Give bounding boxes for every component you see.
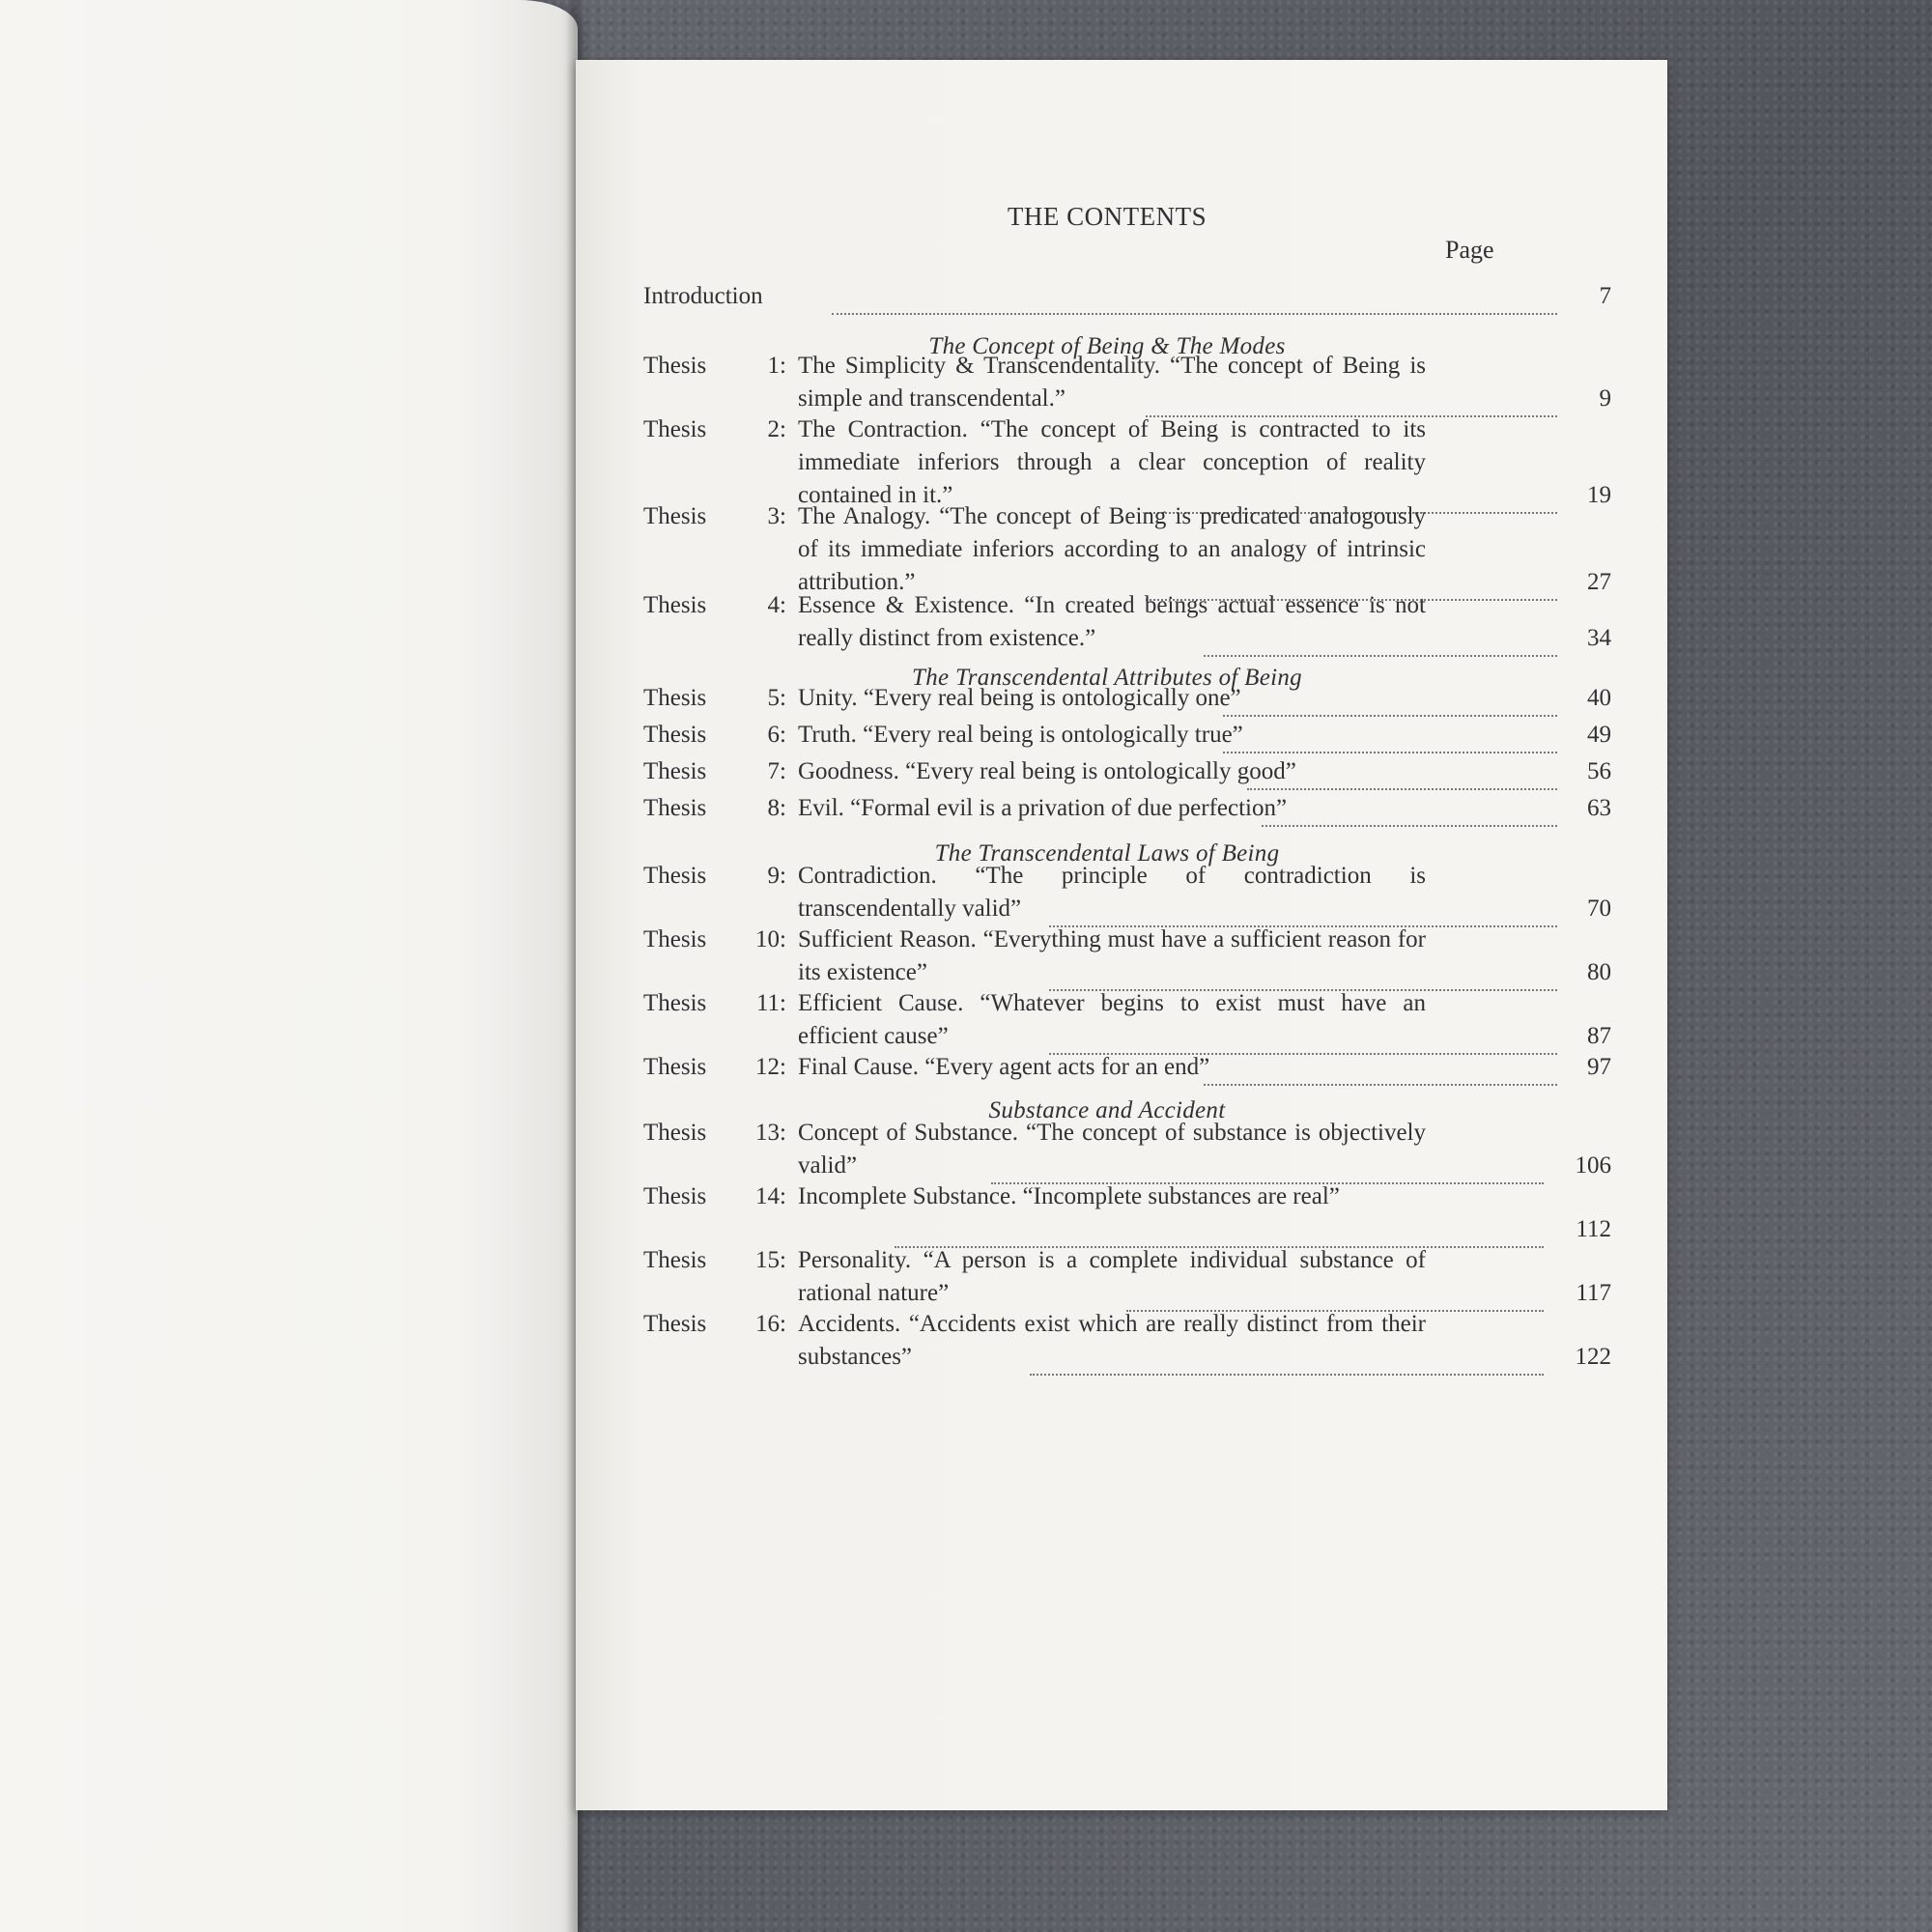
entry-label: Thesis <box>643 685 707 711</box>
entry-text: The Analogy. “The concept of Being is predicated analogously of its immediate inferiors according to an analogy of intrinsic attribution.” <box>798 503 1426 595</box>
entry-label: Thesis <box>643 353 707 379</box>
entry-number: 14: <box>755 1183 786 1209</box>
entry-page-number: 63 <box>1587 795 1611 821</box>
dot-leader <box>1262 792 1557 827</box>
entry-label: Thesis <box>643 795 707 821</box>
toc-entry-thesis-5 <box>643 682 1611 719</box>
entry-page-number: 70 <box>1587 895 1611 922</box>
entry-label: Thesis <box>643 758 707 784</box>
left-blank-page <box>0 0 578 1932</box>
entry-number: 11: <box>755 990 786 1016</box>
entry-page-number: 80 <box>1587 959 1611 985</box>
entry-number: 5: <box>767 685 786 711</box>
entry-number: 2: <box>767 416 786 442</box>
section-heading: The Transcendental Attributes of Being <box>912 665 1302 691</box>
entry-number: 10: <box>755 926 786 952</box>
entry-label: Thesis <box>643 416 707 442</box>
entry-text: Sufficient Reason. “Everything must have a sufficient reason for its existence” <box>798 926 1426 985</box>
entry-page-number: 34 <box>1587 625 1611 651</box>
entry-label: Thesis <box>643 863 707 889</box>
entry-label: Thesis <box>643 926 707 952</box>
dot-leader <box>1204 1051 1557 1086</box>
entry-page-number: 7 <box>1599 283 1611 309</box>
entry-text: Essence & Existence. “In created beings actual essence is not really distinct from existence.” <box>798 592 1426 651</box>
dot-leader <box>1204 622 1557 657</box>
entry-number: 16: <box>755 1311 786 1337</box>
entry-text: Goodness. “Every real being is ontologically good” <box>798 758 1296 784</box>
entry-text: Evil. “Formal evil is a privation of due perfection” <box>798 795 1288 821</box>
entry-number: 15: <box>755 1247 786 1273</box>
entry-page-number: 27 <box>1587 569 1611 595</box>
entry-page-number: 87 <box>1587 1023 1611 1049</box>
entry-page-number: 56 <box>1587 758 1611 784</box>
entry-number: 13: <box>755 1120 786 1146</box>
entry-page-number: 117 <box>1576 1280 1611 1306</box>
entry-label: Introduction <box>643 283 763 309</box>
page-column-heading: Page <box>1445 236 1494 264</box>
contents-title: THE CONTENTS <box>1007 202 1208 231</box>
entry-page-number: 9 <box>1599 385 1611 412</box>
dot-leader <box>832 280 1557 315</box>
dot-leader <box>1030 1341 1544 1376</box>
dot-leader <box>991 1150 1544 1184</box>
dot-leader <box>1049 956 1557 991</box>
entry-page-number: 49 <box>1587 722 1611 748</box>
dot-leader <box>1223 682 1557 717</box>
dot-leader <box>1223 719 1557 753</box>
dot-leader <box>1146 383 1557 417</box>
entry-number: 8: <box>767 795 786 821</box>
entry-page-number: 40 <box>1587 685 1611 711</box>
toc-entry-thesis-8 <box>643 792 1611 829</box>
section-heading: Substance and Accident <box>988 1097 1226 1123</box>
entry-page-number: 106 <box>1575 1152 1611 1179</box>
entry-number: 1: <box>767 353 786 379</box>
entry-label: Thesis <box>643 1247 707 1273</box>
entry-page-number: 122 <box>1575 1344 1611 1370</box>
entry-number: 12: <box>755 1054 786 1080</box>
entry-label: Thesis <box>643 592 707 618</box>
entry-text: Final Cause. “Every agent acts for an end” <box>798 1054 1210 1080</box>
entry-text: Truth. “Every real being is ontologically true” <box>798 722 1243 748</box>
entry-number: 3: <box>767 503 786 529</box>
toc-entry-thesis-6 <box>643 719 1611 755</box>
toc-entry-thesis-4 <box>643 589 1611 676</box>
entry-number: 6: <box>767 722 786 748</box>
toc-entry-introduction <box>643 280 1611 319</box>
entry-text: Personality. “A person is a complete individual substance of rational nature” <box>798 1247 1426 1306</box>
entry-label: Thesis <box>643 1054 707 1080</box>
toc-entry-thesis-16 <box>643 1308 1611 1395</box>
dot-leader <box>1049 1020 1557 1055</box>
section-heading: The Transcendental Laws of Being <box>934 840 1280 867</box>
section-heading: The Concept of Being & The Modes <box>928 333 1286 359</box>
entry-label: Thesis <box>643 990 707 1016</box>
entry-number: 4: <box>767 592 786 618</box>
entry-text: The Contraction. “The concept of Being is contracted to its immediate inferiors through a clear conception of reality contained in it.” <box>798 416 1426 508</box>
dot-leader <box>895 1213 1544 1248</box>
entry-number: 9: <box>767 863 786 889</box>
entry-text: Unity. “Every real being is ontologically one” <box>798 685 1241 711</box>
toc-entry-thesis-7 <box>643 755 1611 792</box>
entry-label: Thesis <box>643 1120 707 1146</box>
entry-text: Accidents. “Accidents exist which are really distinct from their substances” <box>798 1311 1426 1370</box>
entry-label: Thesis <box>643 503 707 529</box>
entry-text: Concept of Substance. “The concept of substance is objectively valid” <box>798 1120 1426 1179</box>
entry-page-number: 97 <box>1587 1054 1611 1080</box>
entry-page-number: 112 <box>1576 1216 1611 1242</box>
dot-leader <box>1126 1277 1544 1312</box>
entry-number: 7: <box>767 758 786 784</box>
entry-text: Efficient Cause. “Whatever begins to exist must have an efficient cause” <box>798 990 1426 1049</box>
entry-text: Contradiction. “The principle of contradiction is transcendentally valid” <box>798 863 1426 922</box>
entry-label: Thesis <box>643 1311 707 1337</box>
entry-text: The Simplicity & Transcendentality. “The concept of Being is simple and transcendental.” <box>798 353 1426 412</box>
entry-text: Incomplete Substance. “Incomplete substances are real” <box>798 1183 1340 1209</box>
entry-label: Thesis <box>643 1183 707 1209</box>
contents-page <box>576 60 1667 1810</box>
entry-label: Thesis <box>643 722 707 748</box>
dot-leader <box>1247 755 1557 790</box>
dot-leader <box>1049 893 1557 927</box>
toc-entry-thesis-12 <box>643 1051 1611 1090</box>
entry-page-number: 19 <box>1587 482 1611 508</box>
